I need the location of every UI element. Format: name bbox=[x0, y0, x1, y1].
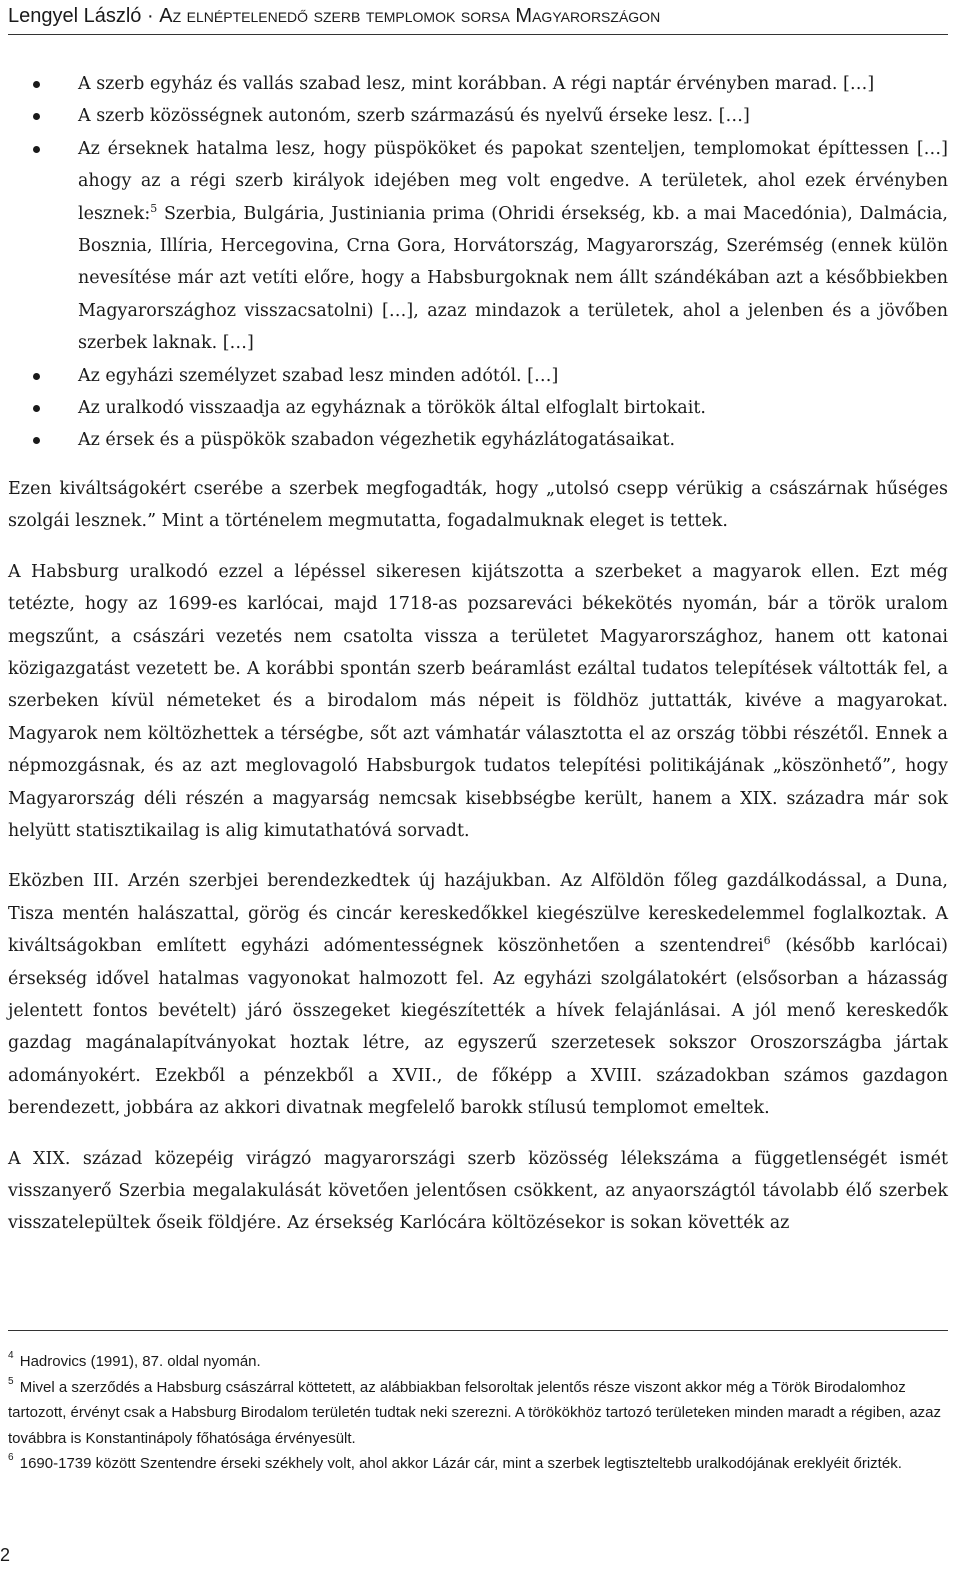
footnote-number: 5 bbox=[8, 1375, 14, 1387]
list-item bbox=[8, 133, 948, 360]
list-item-text: Az érseknek hatalma lesz, hogy püspököket és papokat szenteljen, templomokat építtessen […] ahogy az a régi szerb királyok idejében meg volt engedve. A területek, ahol ezek érvényben lesznek: bbox=[78, 138, 948, 224]
paragraph-text: (később karlócai) érsekség idővel hatalmas vagyonokat halmozott fel. Az egyházi szolgálatokért (elsősorban a házasság jelentett fontos bevételt) járó összegeket kiegészítették a hívek felajánlásai. A jól menő kereskedők gazdag magánalapítványokat hoztak létre, az egyszerű szerzetesek sokszor Oroszországba jártak adományokért. Ezekből a pénzekből a XVII., de főképp a XVIII. századokban számos gazdagon berendezett, jobbára az akkori divatnak megfelelő barokk stílusú templomot emeltek. bbox=[8, 936, 949, 1119]
header-separator: · bbox=[147, 5, 154, 27]
privilege-list bbox=[8, 68, 948, 457]
list-item: A szerb közösségnek autonóm, szerb származású és nyelvű érseke lesz. […] bbox=[8, 100, 948, 132]
footnote bbox=[8, 1375, 948, 1452]
footnote-number: 4 bbox=[8, 1350, 14, 1361]
page-number: 2 bbox=[0, 1545, 11, 1565]
paragraph: Ezen kiváltságokért cserébe a szerbek megfogadták, hogy „utolsó csepp vérükig a császárnak hűséges szolgái lesznek.” Mint a történelem megmutatta, fogadalmuknak eleget is tettek. bbox=[8, 478, 948, 532]
paragraph: A Habsburg uralkodó ezzel a lépéssel sikeresen kijátszotta a szerbeket a magyarok ellen. Ezt még tetézte, hogy az 1699-es karlócai, majd 1718-as pozsareváci békekötés nyomán, bár a török uralom megszűnt, a császári vezetés nem csatolta vissza a területet Magyarországhoz, hanem ott katonai közigazgatást vezetett be. A korábbi spontán szerb beáramlást ezáltal tudatos telepítések váltották fel, a szerbeken kívül németeket és a birodalom más népeit is földhöz juttatták, kivéve a magyarokat. Magyarok nem költözhettek a térségbe, sőt azt vámhatár választotta el az ország többi részétől. Ennek a népmozgásnak, és az azt meglovagoló Habsburgok tudatos telepítési politikájának „köszönhető”, hogy Magyarország déli részén a magyarság nemcsak kisebbségbe került, hanem a XIX. századra már sok helyütt statisztikailag is alig kimutathatóvá sorvadt. bbox=[8, 561, 948, 841]
footnote-ref-5[interactable]: 5 bbox=[150, 201, 158, 215]
list-item: Az egyházi személyzet szabad lesz minden adótól. […] bbox=[8, 360, 948, 392]
header-author: Lengyel László bbox=[8, 5, 142, 27]
footnotes bbox=[8, 1330, 948, 1477]
footnote bbox=[8, 1451, 948, 1477]
header-title: Az elnéptelenedő szerb templomok sorsa Magyarországon bbox=[159, 5, 661, 27]
footnote-number: 6 bbox=[8, 1452, 14, 1463]
list-item: Az érsek és a püspökök szabadon végezhetik egyházlátogatásaikat. bbox=[8, 424, 948, 456]
footnote-text: 1690-1739 között Szentendre érseki székhely volt, ahol akkor Lázár cár, mint a szerbek legtiszteltebb uralkodójának ereklyéit őrizték. bbox=[19, 1455, 902, 1472]
footnote bbox=[8, 1349, 948, 1375]
footnote-ref-6[interactable]: 6 bbox=[763, 934, 771, 948]
main-text bbox=[8, 68, 948, 1240]
list-item-text: Szerbia, Bulgária, Justiniania prima (Ohridi érsekség, kb. a mai Macedónia), Dalmácia, Bosznia, Illíria, Hercegovina, Crna Gora, Horvátország, Magyarország, Szerémség (ennek külön nevesítése már azt vetíti előre, hogy a Habsburgoknak nem állt szándékában azt a későbbiekben Magyarországhoz visszacsatolni) […], azaz mindazok a területek, ahol a jelenben és a jövőben szerbek laknak. […] bbox=[78, 203, 948, 354]
paragraph-text: Eközben III. Arzén szerbjei berendezkedtek új hazájukban. Az Alföldön főleg gazdálkodással, a Duna, Tisza mentén halászattal, görög és cincár kereskedőkkel kiegészülve kereskedelemmel foglalkoztak. A kiváltságokban említett egyházi adómentességnek köszönhetően a szentendrei bbox=[8, 871, 948, 957]
footnote-text: Mivel a szerződés a Habsburg császárral köttetett, az alábbiakban felsoroltak jelentős része viszont akkor még a Török Birodalomhoz tartozott, érvényt csak a Habsburg Birodalom területén tudtak neki szerezni. A törökökhöz tartozó területeken minden maradt a régiben, azaz továbbra is Konstantinápoly főhatósága érvényesült. bbox=[8, 1378, 942, 1447]
paragraph: A XIX. század közepéig virágzó magyarországi szerb közösség lélekszáma a függetlenségét ismét visszanyerő Szerbia megalakulását követően jelentősen csökkent, az anyaországtól távolabb élő szerbek visszatelepültek őseik földjére. Az érsekség Karlócára költözésekor is sokan követték az bbox=[8, 1148, 948, 1234]
list-item: A szerb egyház és vallás szabad lesz, mint korábban. A régi naptár érvényben marad. […] bbox=[8, 68, 948, 100]
paragraph bbox=[8, 865, 948, 1124]
list-item: Az uralkodó visszaadja az egyháznak a törökök által elfoglalt birtokait. bbox=[8, 392, 948, 424]
footnote-text: Hadrovics (1991), 87. oldal nyomán. bbox=[19, 1353, 261, 1370]
running-header bbox=[8, 2, 948, 35]
